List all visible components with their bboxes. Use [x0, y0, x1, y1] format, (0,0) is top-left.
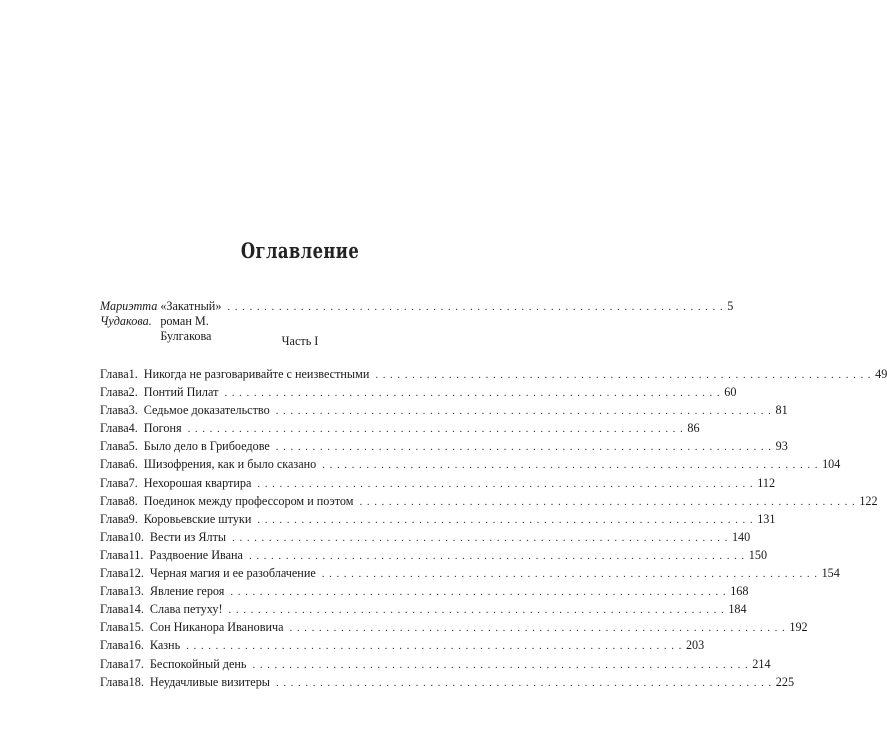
- chapter-label: Глава: [100, 367, 129, 381]
- chapter-number: 9.: [128, 511, 138, 526]
- chapter-title: Шизофрения, как и было сказано: [143, 457, 317, 472]
- chapter-page-number: 150: [748, 547, 768, 562]
- chapter-number: 7.: [128, 475, 138, 490]
- chapter-title: Слава петуху!: [149, 602, 223, 617]
- chapter-page-number: 49: [875, 367, 887, 381]
- dot-leader: ....................................................................: [187, 423, 688, 436]
- chapter-page-number: 214: [752, 656, 771, 671]
- toc-chapter-row: [100, 547, 768, 566]
- toc-chapter-row: [100, 457, 841, 475]
- dot-leader: ....................................................................: [275, 676, 776, 689]
- dot-leader: ....................................................................: [228, 604, 729, 617]
- chapter-number: 15.: [128, 620, 144, 635]
- chapter-label: Глава: [100, 674, 129, 689]
- chapter-title: Коровьевские штуки: [143, 511, 252, 526]
- chapter-page-number: 60: [724, 385, 737, 400]
- chapter-page-number: 81: [775, 403, 788, 418]
- chapter-title: Погоня: [143, 421, 182, 436]
- chapter-label: Глава: [100, 511, 129, 526]
- toc-chapter-row: [100, 674, 795, 693]
- dot-leader: ....................................................................: [224, 387, 725, 400]
- chapter-label: Глава: [100, 566, 129, 581]
- chapter-number: 12.: [128, 566, 144, 581]
- toc-chapter-row: [100, 367, 887, 385]
- chapter-label: Глава: [100, 529, 129, 544]
- chapter-number: 11.: [128, 547, 144, 562]
- toc-chapter-row: [100, 566, 840, 584]
- chapter-number: 10.: [128, 529, 144, 544]
- chapter-page-number: 154: [821, 566, 840, 581]
- chapter-number: 17.: [128, 656, 144, 671]
- page-title: Оглавление: [240, 238, 360, 263]
- toc-chapter-row: [100, 656, 771, 675]
- chapter-page-number: 93: [775, 439, 788, 454]
- toc-chapter-row: [100, 602, 747, 620]
- dot-leader: ....................................................................: [257, 513, 758, 526]
- dot-leader: ....................................................................: [227, 301, 728, 313]
- chapter-label: Глава: [100, 457, 129, 472]
- dot-leader: ....................................................................: [322, 459, 823, 472]
- dot-leader: ....................................................................: [186, 640, 686, 653]
- chapter-label: Глава: [100, 385, 129, 400]
- chapter-title: Казнь: [149, 638, 181, 653]
- chapter-page-number: 140: [731, 529, 751, 544]
- dot-leader: ....................................................................: [275, 405, 776, 418]
- chapter-label: Глава: [100, 439, 129, 454]
- chapter-page-number: 168: [730, 584, 749, 599]
- dot-leader: ....................................................................: [248, 549, 749, 562]
- chapter-number: 13.: [128, 584, 144, 599]
- chapter-number: 4.: [128, 421, 138, 436]
- chapter-title: Седьмое доказательство: [143, 403, 270, 418]
- dot-leader: ....................................................................: [232, 531, 732, 544]
- chapter-title: Нехорошая квартира: [143, 475, 252, 490]
- chapter-number: 6.: [128, 457, 138, 472]
- toc-chapter-row: [100, 584, 749, 602]
- toc-chapter-row: [100, 493, 878, 512]
- chapter-page-number: 192: [789, 620, 808, 635]
- chapter-number: 8.: [128, 493, 138, 508]
- intro-work-title: «Закатный» роман М. Булгакова: [160, 299, 222, 343]
- chapter-label: Глава: [100, 403, 129, 418]
- chapter-label: Глава: [100, 602, 129, 617]
- chapter-number: 14.: [128, 602, 144, 617]
- dot-leader: ....................................................................: [230, 586, 731, 599]
- chapter-number: 5.: [128, 439, 138, 454]
- chapter-number: 1.: [128, 367, 138, 381]
- chapter-number: 18.: [128, 674, 144, 689]
- chapter-list: [100, 367, 887, 693]
- chapter-page-number: 86: [687, 421, 700, 436]
- chapter-label: Глава: [100, 547, 129, 562]
- chapter-number: 3.: [128, 403, 138, 418]
- chapter-title: Сон Никанора Ивановича: [149, 620, 284, 635]
- chapter-title: Раздвоение Ивана: [149, 547, 243, 562]
- dot-leader: ....................................................................: [257, 477, 758, 490]
- chapter-label: Глава: [100, 620, 129, 635]
- chapter-title: Было дело в Грибоедове: [143, 439, 270, 454]
- chapter-page-number: 131: [757, 511, 776, 526]
- chapter-page-number: 112: [757, 475, 776, 490]
- chapter-label: Глава: [100, 421, 129, 436]
- chapter-page-number: 122: [859, 493, 878, 508]
- chapter-number: 2.: [128, 385, 138, 400]
- toc-chapter-row: [100, 385, 737, 403]
- dot-leader: ....................................................................: [375, 369, 876, 381]
- chapter-title: Вести из Ялты: [149, 529, 227, 544]
- toc-chapter-row: [100, 638, 705, 656]
- toc-chapter-row: [100, 439, 788, 457]
- chapter-title: Неудачливые визитеры: [149, 674, 270, 689]
- chapter-page-number: 203: [685, 638, 705, 653]
- intro-page-number: 5: [727, 299, 734, 313]
- chapter-title: Поединок между профессором и поэтом: [143, 493, 354, 508]
- chapter-title: Понтий Пилат: [143, 385, 219, 400]
- chapter-page-number: 104: [822, 457, 841, 472]
- part-heading: Часть I: [281, 334, 319, 348]
- toc-chapter-row: [100, 511, 776, 530]
- toc-chapter-row: [100, 403, 788, 421]
- toc-chapter-row: [100, 475, 776, 494]
- chapter-page-number: 184: [728, 602, 747, 617]
- toc-chapter-row: [100, 421, 700, 439]
- chapter-title: Явление героя: [149, 584, 225, 599]
- chapter-number: 16.: [128, 638, 144, 653]
- dot-leader: ....................................................................: [289, 622, 790, 635]
- chapter-title: Черная магия и ее разоблачение: [149, 566, 316, 581]
- chapter-label: Глава: [100, 584, 129, 599]
- chapter-page-number: 225: [775, 674, 795, 689]
- chapter-label: Глава: [100, 656, 129, 671]
- dot-leader: ....................................................................: [275, 441, 776, 454]
- dot-leader: ....................................................................: [359, 495, 860, 508]
- chapter-label: Глава: [100, 638, 129, 653]
- chapter-label: Глава: [100, 475, 129, 490]
- chapter-title: Беспокойный день: [149, 656, 247, 671]
- toc-chapter-row: [100, 529, 751, 548]
- dot-leader: ....................................................................: [321, 568, 822, 581]
- chapter-title: Никогда не разговаривайте с неизвестными: [143, 367, 370, 381]
- toc-chapter-row: [100, 620, 808, 638]
- dot-leader: ....................................................................: [252, 658, 753, 671]
- chapter-label: Глава: [100, 493, 129, 508]
- intro-author: Мариэтта Чудакова.: [100, 299, 158, 328]
